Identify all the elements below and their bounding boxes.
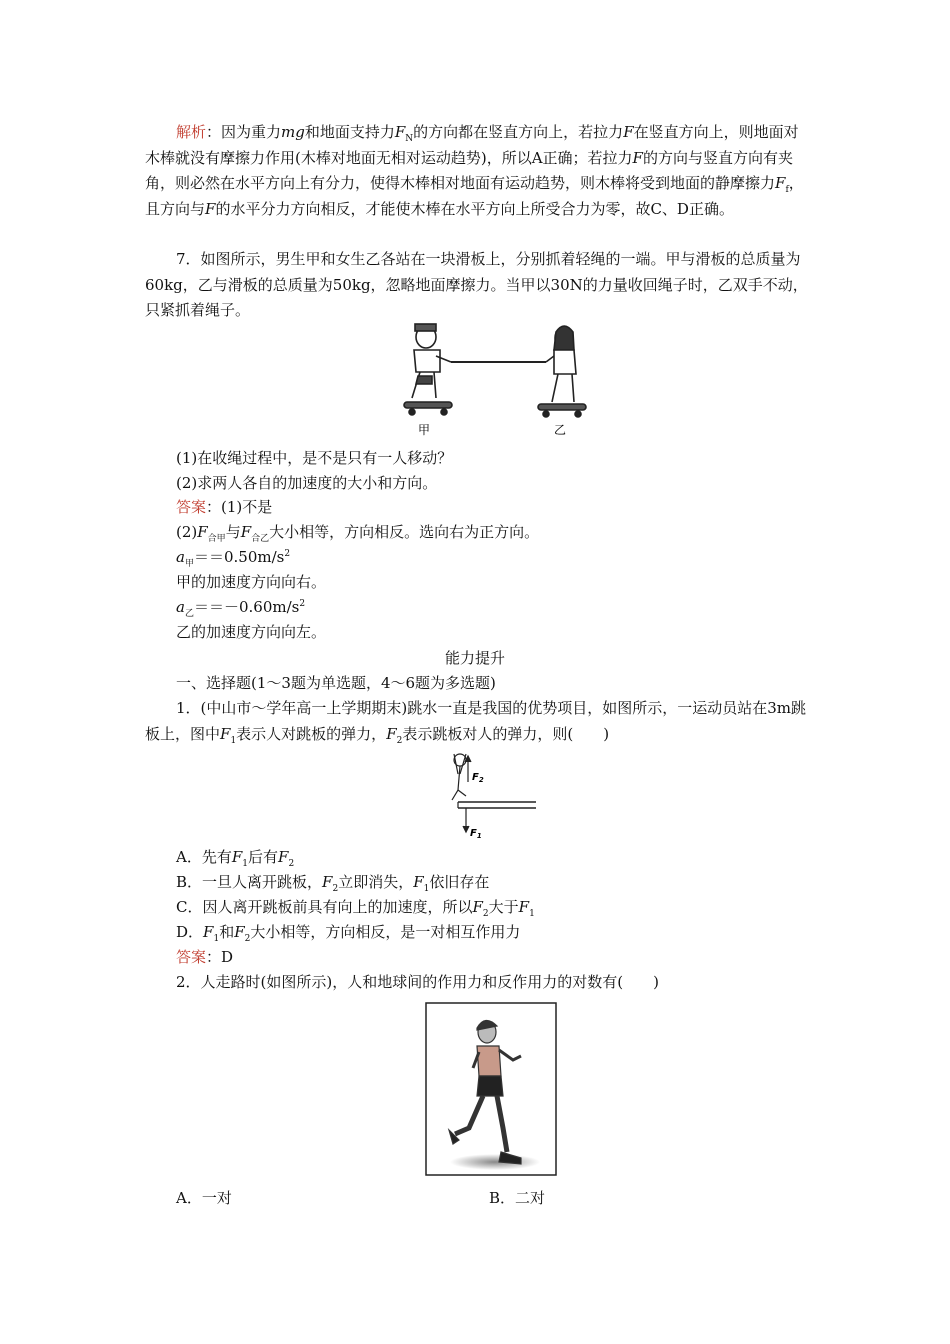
skateboard-rope-figure [396, 322, 596, 440]
q2-option-a: A．一对 [176, 1189, 232, 1207]
section-title: 能力提升 [444, 649, 505, 667]
q7-answer-3: $a_甲==0.50m/s^2$ [176, 548, 291, 569]
q2-option-b: B．二对 [489, 1189, 546, 1207]
q1-answer: 答案：D [176, 948, 234, 966]
question-2-text: 2．人走路时(如图所示)，人和地球间的作用力和反作用力的对数有( ) [176, 973, 659, 991]
question-1-text: 1．(中山市～学年高一上学期期末)跳水一直是我国的优势项目，如图所示，一运动员站在3m跳板上，图中$F_1$表示人对跳板的弹力，$F_2$表示跳板对人的弹力，则( ) [145, 699, 807, 746]
q1-option-c: C．因人离开跳板前具有向上的加速度，所以$F_2$大于$F_1$ [176, 898, 535, 919]
q7-answer-5: $a_乙==-0.60m/s^2$ [176, 598, 306, 619]
q7-answer-6: 乙的加速度方向向左。 [176, 623, 327, 641]
figure-f1-label: $F_1$ [470, 828, 482, 840]
analysis-paragraph: 解析：因为重力mg和地面支持力$F_N$的方向都在竖直方向上，若拉力F在竖直方向上，则地面对木棒就没有摩擦力作用(木棒对地面无相对运动趋势)，所以A正确；若拉力F的方向与竖直方向有夹角，则必然在水平方向上有分力，使得木棒相对地面有运动趋势，则木棒将受到地面的静摩擦力$F_f$，且方向与F的水平分力方向相反，才能使木棒在水平方向上所受合力为零，故C、D正确。 [145, 123, 804, 218]
q7-answer-1: 答案：(1)不是 [176, 498, 273, 516]
analysis-label: 解析 [176, 123, 207, 141]
q1-option-d: D．$F_1$和$F_2$大小相等，方向相反，是一对相互作用力 [176, 923, 521, 944]
q1-option-a: A．先有$F_1$后有$F_2$ [176, 848, 295, 869]
question-7-text: 7．如图所示，男生甲和女生乙各站在一块滑板上，分别抓着轻绳的一端。甲与滑板的总质量为60kg，乙与滑板的总质量为50kg，忽略地面摩擦力。当甲以30N的力量收回绳子时，乙双手不动，只紧抓着绳子。 [145, 250, 808, 320]
q7-answer-2: $(2)F_{合甲}$与$F_{合乙}$大小相等，方向相反。选向右为正方向。 [176, 523, 540, 544]
section-subtitle: 一、选择题(1～3题为单选题，4～6题为多选题) [176, 674, 496, 692]
diving-board-figure [440, 750, 540, 842]
figure-label-yi: 乙 [553, 423, 567, 437]
answer-label: 答案 [176, 948, 207, 966]
q1-option-b: B．一旦人离开跳板，$F_2$立即消失，$F_1$依旧存在 [176, 873, 490, 894]
figure-label-jia: 甲 [417, 423, 431, 437]
answer-label: 答案 [176, 498, 207, 516]
figure-f2-label: $F_2$ [472, 772, 484, 784]
walking-person-figure [425, 1002, 557, 1176]
q7-answer-4: 甲的加速度方向向右。 [176, 573, 327, 591]
q7-sub-1: (1)在收绳过程中，是不是只有一人移动？ [176, 449, 453, 467]
q7-sub-2: (2)求两人各自的加速度的大小和方向。 [176, 474, 438, 492]
